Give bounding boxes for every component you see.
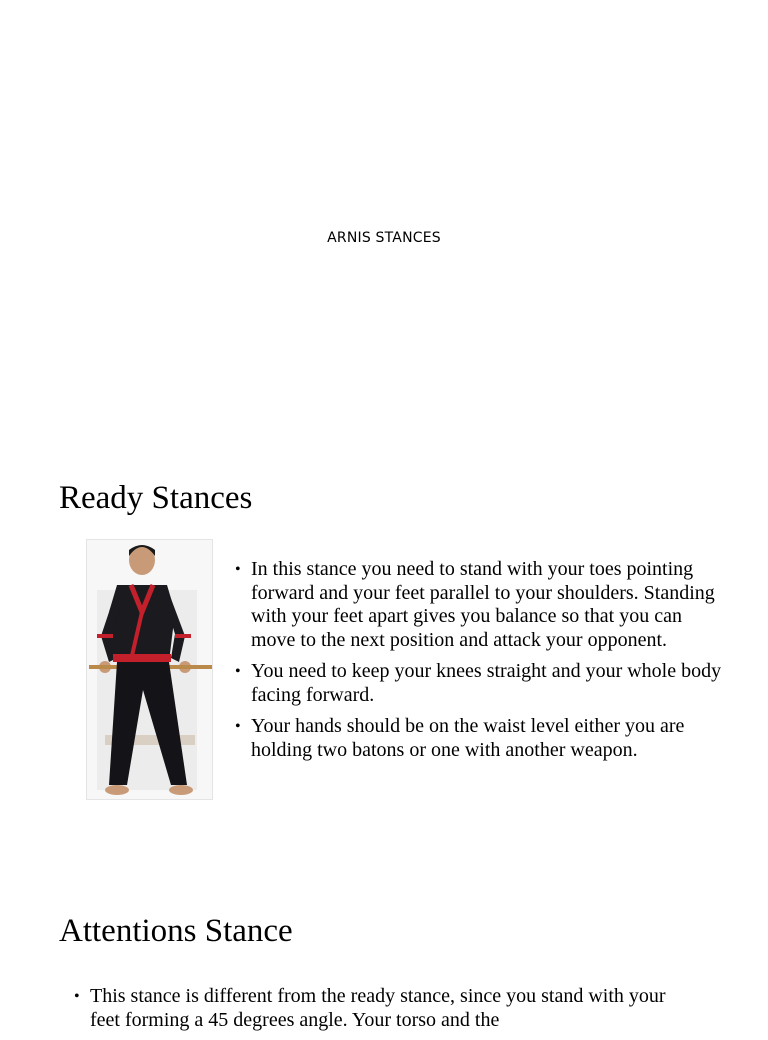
bullet-item: • Your hands should be on the waist level either you are holding two batons or one with another weapon. bbox=[235, 715, 725, 762]
section-heading-attentions-stance: Attentions Stance bbox=[59, 913, 293, 949]
page-title: ARNIS STANCES bbox=[327, 230, 441, 246]
bullet-item: • You need to keep your knees straight and your whole body facing forward. bbox=[235, 660, 725, 707]
bullet-item: • This stance is different from the ready stance, since you stand with your feet forming a 45 degrees angle. Your torso and the bbox=[74, 985, 674, 1032]
ready-stance-photo bbox=[86, 539, 213, 800]
attentions-stance-bullet-list bbox=[74, 985, 674, 1040]
section-heading-ready-stances: Ready Stances bbox=[59, 480, 253, 516]
ready-stances-bullet-list bbox=[235, 558, 725, 770]
ready-stance-figure bbox=[87, 540, 213, 800]
bullet-item: • In this stance you need to stand with your toes pointing forward and your feet parallel to your shoulders. Standing with your feet apart gives you balance so that you can move to the next position and attack your opponent. bbox=[235, 558, 725, 652]
